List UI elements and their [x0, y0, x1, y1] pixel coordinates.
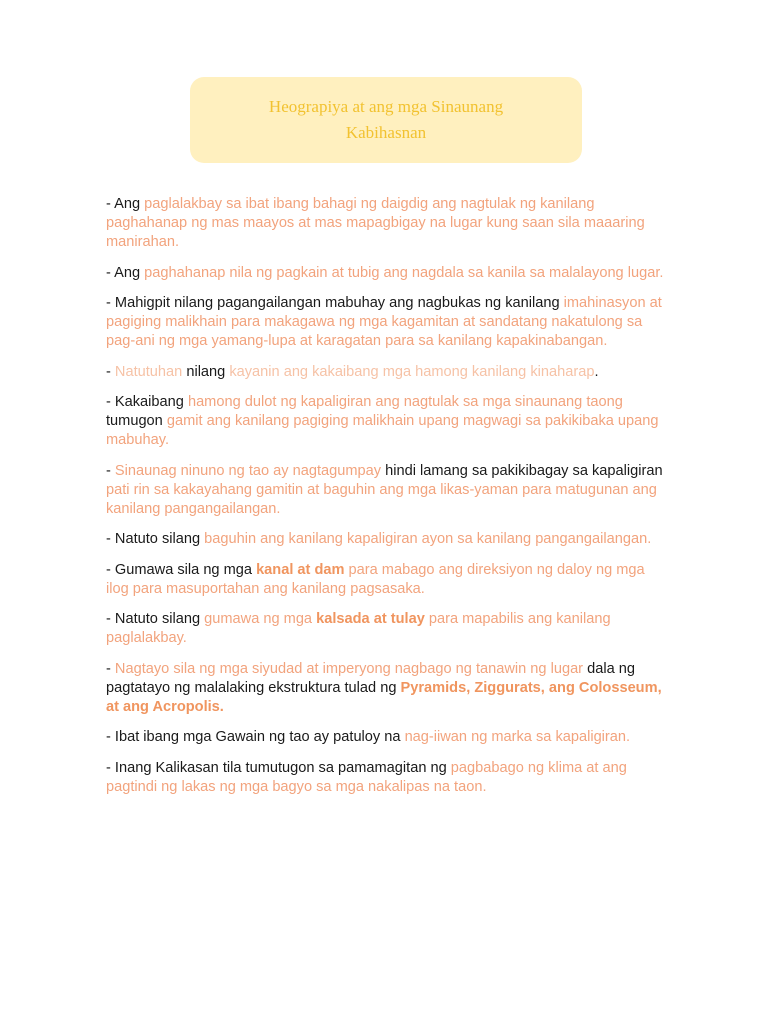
text-run: para mapabilis ang kanilang paglalakbay. [106, 611, 611, 646]
text-run: - [106, 660, 115, 677]
bullet-paragraph [106, 561, 666, 599]
text-run: Nagtayo sila ng mga siyudad at imperyong nagbago ng tanawin ng lugar [114, 660, 588, 677]
bullet-paragraph [106, 759, 666, 797]
text-run: paglalakbay sa ibat ibang bahagi ng daigdig ang nagtulak ng kanilang paghahanap ng mas maayos at mas mapagbigay na lugar kung saan sila maaaring manirahan. [106, 196, 645, 250]
text-run: baguhin ang kanilang kapaligiran ayon sa kanilang pangangailangan. [204, 531, 652, 547]
text-run: - [106, 363, 115, 380]
bullet-paragraph [106, 363, 666, 382]
text-run: kalsada at tulay [316, 611, 425, 627]
document-body [106, 195, 666, 808]
text-run: Sinaunag ninuno ng tao ay nagtagumpay [114, 462, 382, 479]
bullet-paragraph [106, 462, 666, 519]
bullet-paragraph [106, 393, 666, 450]
text-run: - [106, 462, 115, 479]
title-banner [190, 77, 582, 163]
page-title: Heograpiya at ang mga Sinaunang Kabihasnan [268, 97, 504, 142]
bullet-paragraph [106, 264, 666, 283]
text-run: - Kakaibang [106, 394, 188, 410]
bullet-paragraph [106, 195, 666, 252]
text-run: kanal at dam [256, 561, 345, 578]
text-run: - Ang [106, 264, 145, 281]
text-run: Pyramids, Ziggurats, ang Colosseum, at ang Acropolis. [106, 679, 662, 715]
text-run: Natutuhan [114, 363, 183, 380]
text-run: dala ng pagtatayo ng malalaking ekstruktura tulad ng [106, 660, 635, 696]
bullet-paragraph [106, 294, 666, 351]
text-run: tumugon [106, 413, 163, 429]
text-run: pati rin sa kakayahang gamitin at baguhin ang mga likas-yaman para matugunan ang kanilang pangangailangan. [106, 481, 657, 517]
text-run: - Ang [106, 196, 145, 212]
bullet-paragraph [106, 728, 666, 747]
text-run: gumawa ng mga [204, 611, 317, 627]
text-run: . [594, 363, 599, 380]
text-run: - Ibat ibang mga Gawain ng tao ay patuloy na [106, 729, 405, 745]
text-run: kayanin ang kakaibang mga hamong kanilang kinaharap [229, 363, 595, 380]
text-run: - Gumawa sila ng mga [106, 561, 257, 578]
text-run: - Mahigpit nilang pagangailangan mabuhay ang nagbukas ng kanilang [106, 295, 564, 311]
text-run: - Inang Kalikasan tila tumutugon sa pamamagitan ng [106, 759, 451, 776]
text-run: hindi lamang sa pakikibagay sa kapaligiran [381, 462, 663, 479]
text-run: nilang [182, 363, 230, 380]
bullet-paragraph [106, 610, 666, 648]
text-run: gamit ang kanilang pagiging malikhain upang magwagi sa pakikibaka upang mabuhay. [106, 413, 659, 448]
text-run: hamong dulot ng kapaligiran ang nagtulak sa mga sinaunang taong [187, 394, 623, 410]
bullet-paragraph [106, 530, 666, 549]
text-run: pagbabago ng klima at ang pagtindi ng lakas ng mga bagyo sa mga nakalipas na taon. [106, 759, 627, 795]
text-run: - Natuto silang [106, 531, 205, 547]
text-run: imahinasyon at pagiging malikhain para makagawa ng mga kagamitan at sandatang nakatulong sa pag-ani ng mga yamang-lupa at karagatan para sa kanilang kapakinabangan. [106, 295, 662, 349]
bullet-paragraph [106, 660, 666, 717]
text-run: - Natuto silang [106, 611, 205, 627]
text-run: nag-iiwan ng marka sa kapaligiran. [404, 729, 631, 745]
text-run: para mabago ang direksiyon ng daloy ng mga ilog para masuportahan ang kanilang pagsasaka. [106, 561, 645, 597]
text-run: paghahanap nila ng pagkain at tubig ang nagdala sa kanila sa malalayong lugar. [144, 264, 664, 281]
